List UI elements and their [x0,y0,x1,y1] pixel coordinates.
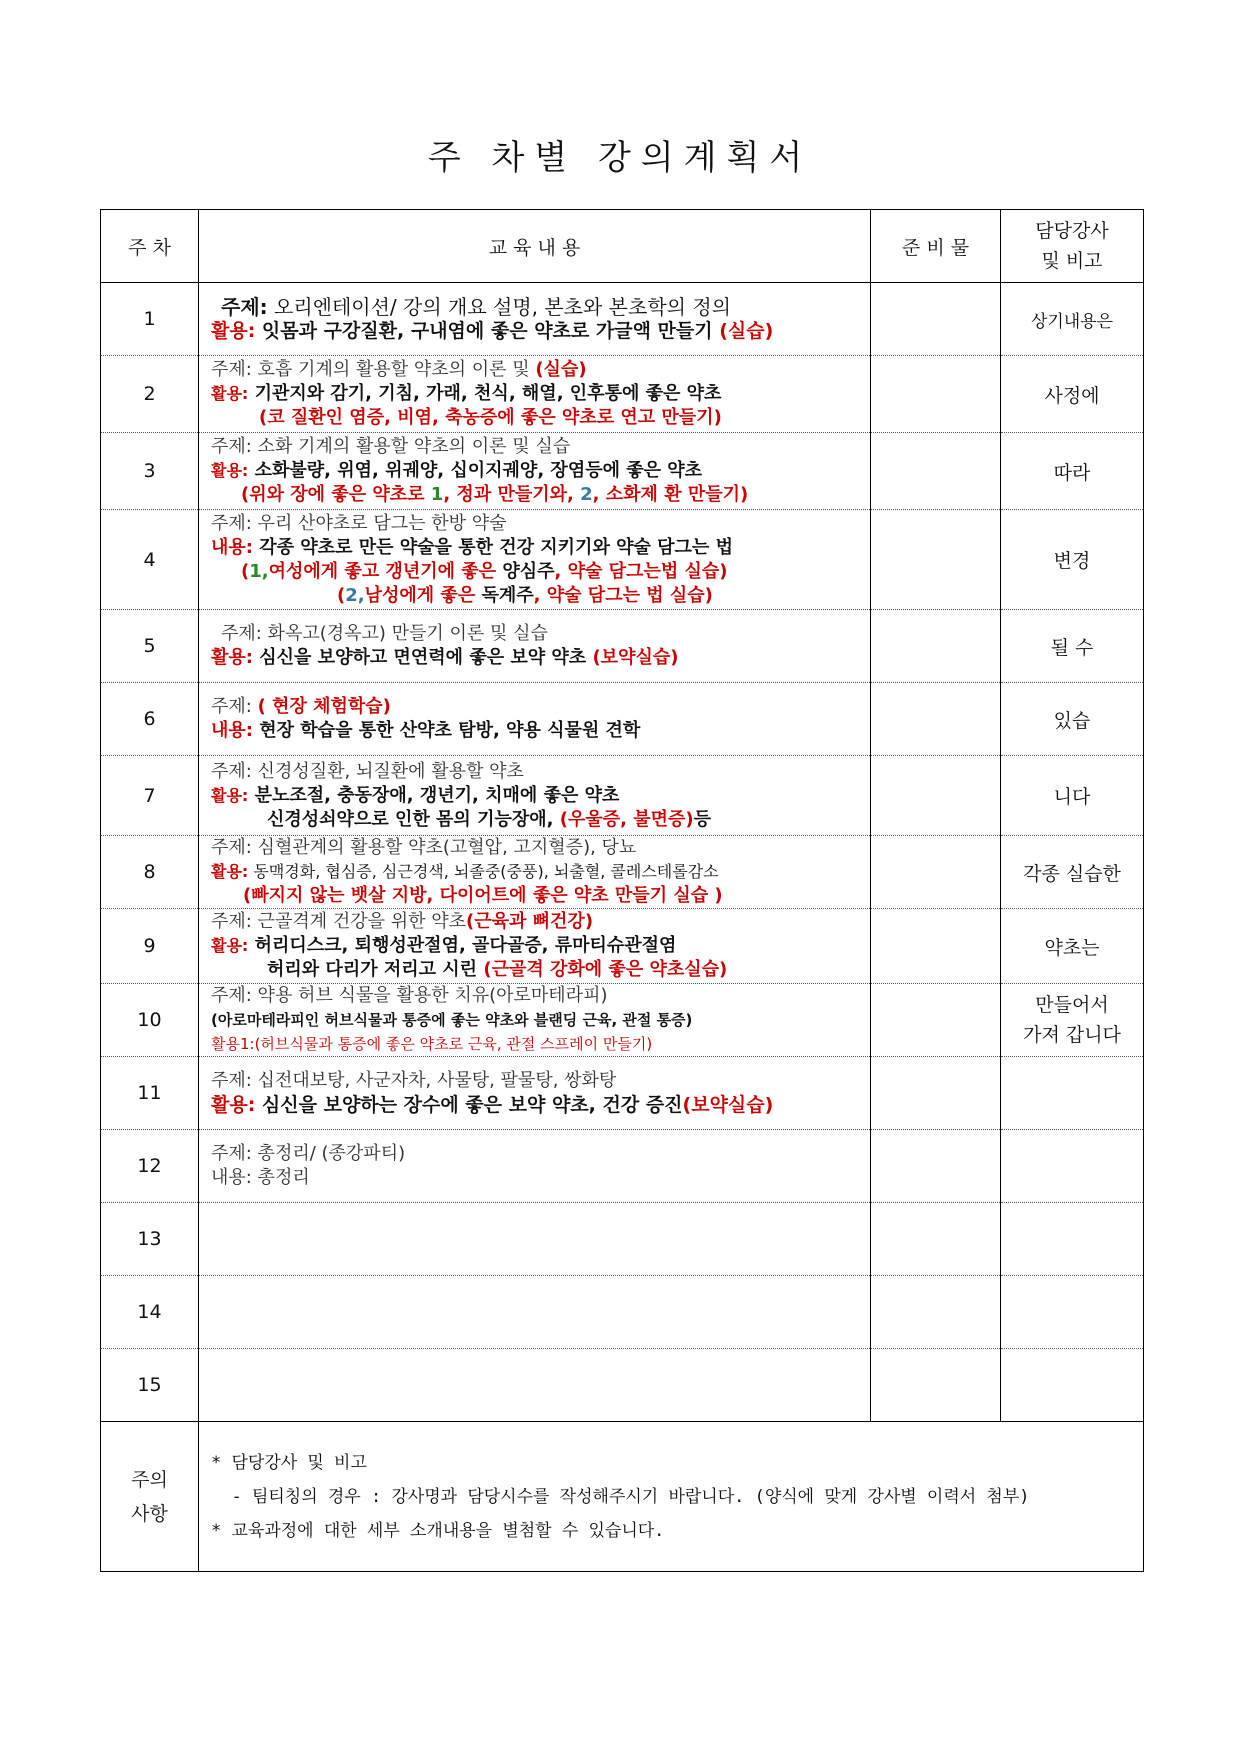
week-content [199,433,871,510]
usage-text: 심신을 보양하고 면연력에 좋은 보약 약초 [252,647,593,668]
topic-text: 오리엔테이션/ 강의 개요 설명, 본초와 본초학의 정의 [267,295,731,319]
materials-cell [871,1130,1001,1203]
activity-number-2: 2 [580,484,593,505]
week-content [199,1203,871,1276]
remark-cell: 있습 [1001,683,1144,756]
practice-tag: (실습) [719,320,774,342]
table-row [101,984,1144,1057]
content-label: 내용: [211,720,253,741]
table-row [101,836,1144,909]
materials-cell [871,1349,1001,1422]
week-number: 12 [101,1130,199,1203]
usage-text: 소화불량, 위염, 위궤양, 십이지궤양, 장염등에 좋은 약초 [248,460,703,481]
notes-label-line2: 사항 [131,1502,168,1525]
week-content [199,1057,871,1130]
topic-text: 주제: 총정리/ (종강파티) [211,1143,406,1164]
table-row [101,433,1144,510]
week-number: 8 [101,836,199,909]
topic-label: 주제: [211,696,258,717]
week-number: 3 [101,433,199,510]
notes-line: * 교육과정에 대한 세부 소개내용을 별첨할 수 있습니다. [211,1520,665,1541]
materials-cell [871,610,1001,683]
usage-label: 활용: [211,384,249,403]
week-number: 5 [101,610,199,683]
week-number: 15 [101,1349,199,1422]
topic-text: 주제: 약용 허브 식물을 활용한 치유(아로마테라피) [211,985,608,1006]
practice-tag: (실습) [535,359,587,380]
condition-tag: (우울증, 불면증) [559,808,694,830]
topic-label: 주제: [221,295,268,319]
topic-text: 주제: 심혈관계의 활용할 약초(고혈압, 고지혈증), 당뇨 [211,837,637,858]
week-content [199,756,871,836]
remark-cell: 상기내용은 [1001,283,1144,356]
week-content [199,683,871,756]
remark-cell: 변경 [1001,510,1144,610]
week-content [199,510,871,610]
remark-cell [1001,984,1144,1057]
remark-cell: 각종 실습한 [1001,836,1144,909]
table-row [101,1203,1144,1276]
remark-cell [1001,1349,1144,1422]
activity-text: 활용1:(허브식물과 통증에 좋은 약초로 근육, 관절 스프레이 만들기) [211,1035,653,1053]
usage-label: 활용: [211,461,249,480]
week-content [199,1276,871,1349]
header-remark-line1: 담당강사 [1035,220,1109,242]
remark-cell: 약초는 [1001,909,1144,984]
activity-text: 남성에게 좋은 [364,584,482,606]
topic-text: 주제: 소화 기계의 활용할 약초의 이론 및 실습 [211,436,571,457]
activity-text: , 정과 만들기와, [443,484,581,505]
table-row [101,683,1144,756]
topic-text: 주제: 화옥고(경옥고) 만들기 이론 및 실습 [221,623,548,644]
content-text: 현장 학습을 통한 산약초 탐방, 약용 식물원 견학 [252,720,641,741]
activity-text: ( [337,584,346,606]
usage-label: 활용: [211,785,249,805]
topic-text: 주제: 근골격계 건강을 위한 약초 [211,911,466,932]
remark-cell: 따라 [1001,433,1144,510]
remark-cell [1001,1276,1144,1349]
header-week: 주 차 [101,210,199,283]
materials-cell [871,984,1001,1057]
remark-line: 만들어서 [1035,994,1109,1016]
practice-tag: (보약실습) [592,647,679,668]
activity-text: , 소화제 환 만들기) [592,484,749,505]
notes-line: * 담당강사 및 비고 [211,1452,367,1473]
activity-text: , 약술 담그는 법 실습) [533,584,713,606]
remark-cell [1001,1203,1144,1276]
practice-tag: (근골격 강화에 좋은 약초실습) [483,959,728,980]
usage-text: 잇몸과 구강질환, 구내염에 좋은 약초로 가글액 만들기 [255,320,720,342]
activity-text: 여성에게 좋고 갱년기에 좋은 [268,560,503,582]
header-materials: 준 비 물 [871,210,1001,283]
week-content [199,1130,871,1203]
week-number: 11 [101,1057,199,1130]
topic-text: 주제: 호흡 기계의 활용할 약초의 이론 및 [211,359,536,380]
table-row [101,510,1144,610]
week-content [199,909,871,984]
week-content [199,610,871,683]
materials-cell [871,510,1001,610]
table-row [101,909,1144,984]
table-row [101,1130,1144,1203]
week-content [199,984,871,1057]
topic-tag: (근육과 뼈건강) [466,911,594,932]
materials-cell [871,756,1001,836]
notes-row [101,1422,1144,1572]
materials-cell [871,283,1001,356]
week-number: 6 [101,683,199,756]
table-row [101,283,1144,356]
topic-text: 주제: 십전대보탕, 사군자차, 사물탕, 팔물탕, 쌍화탕 [211,1070,617,1091]
week-number: 7 [101,756,199,836]
week-content [199,356,871,433]
header-remark [1001,210,1144,283]
week-number: 9 [101,909,199,984]
practice-tag: (보약실습) [682,1094,774,1116]
usage-text: 동맥경화, 협심증, 심근경색, 뇌졸중(중풍), 뇌출혈, 콜레스테롤감소 [248,862,719,881]
remark-cell [1001,1130,1144,1203]
table-row [101,1276,1144,1349]
notes-label [101,1422,199,1572]
activity-number-1: 1 [430,484,444,505]
header-content: 교 육 내 용 [199,210,871,283]
content-text: 각종 약초로 만든 약술을 통한 건강 지키기와 약술 담그는 법 [252,536,733,558]
remark-cell: 사정에 [1001,356,1144,433]
usage-text: 분노조절, 충동장애, 갱년기, 치매에 좋은 약초 [248,784,620,806]
materials-cell [871,683,1001,756]
activity-item: 양심주 [502,560,555,582]
page-title: 주 차별 강의계획서 [427,138,813,178]
notes-label-line1: 주의 [131,1468,168,1491]
detail-text: (아로마테라피인 허브식물과 통증에 좋는 약초와 블랜딩 근육, 관절 통증) [211,1011,693,1029]
materials-cell [871,1057,1001,1130]
usage-text: 허리디스크, 퇴행성관절염, 골다골증, 류마티슈관절염 [248,935,677,956]
notes-content [199,1422,1144,1572]
content-label: 내용: [211,536,253,558]
field-trip-tag: ( 현장 체험학습) [257,696,391,717]
week-number: 4 [101,510,199,610]
content-text: 내용: 총정리 [211,1167,310,1188]
table-header-row [101,210,1144,283]
table-row [101,1349,1144,1422]
usage-label: 활용: [211,1094,256,1116]
materials-cell [871,909,1001,984]
week-number: 10 [101,984,199,1057]
activity-number-2: 2, [345,584,365,606]
header-remark-line2: 및 비고 [1041,250,1103,272]
activity-text: , 약술 담그는법 실습) [554,560,728,582]
week-content [199,283,871,356]
materials-cell [871,356,1001,433]
remark-line: 가져 갑니다 [1023,1024,1121,1046]
detail-text: 신경성쇠약으로 인한 몸의 기능장애, [267,808,560,830]
table-row [101,356,1144,433]
usage-text: 기관지와 감기, 기침, 가래, 천식, 해열, 인후통에 좋은 약초 [248,383,722,404]
topic-text: 주제: 우리 산야초로 담그는 한방 약술 [211,512,507,534]
remark-cell: 니다 [1001,756,1144,836]
materials-cell [871,836,1001,909]
materials-cell [871,1276,1001,1349]
notes-line: - 팀티칭의 경우 : 강사명과 담당시수를 작성해주시기 바랍니다. (양식에 맞게 강사별 이력서 첨부) [211,1486,1030,1507]
lecture-plan-table [100,209,1144,1572]
usage-label: 활용: [211,320,256,342]
table-row [101,610,1144,683]
table-row [101,756,1144,836]
activity-text: ( [241,560,250,582]
activity-number-1: 1, [249,560,269,582]
usage-label: 활용: [211,936,249,955]
usage-text: 심신을 보양하는 장수에 좋은 보약 약초, 건강 증진 [255,1094,683,1116]
week-content [199,1349,871,1422]
remark-cell: 될 수 [1001,610,1144,683]
week-number: 13 [101,1203,199,1276]
activity-item: 독계주 [481,584,534,606]
detail-text: 허리와 다리가 저리고 시린 [267,959,484,980]
activity-text: (위와 장에 좋은 약초로 [241,484,431,505]
week-content [199,836,871,909]
topic-text: 주제: 신경성질환, 뇌질환에 활용할 약초 [211,760,524,782]
materials-cell [871,1203,1001,1276]
week-number: 2 [101,356,199,433]
usage-label: 활용: [211,862,249,881]
table-row [101,1057,1144,1130]
remark-cell [1001,1057,1144,1130]
activity-text: (코 질환인 염증, 비염, 축농증에 좋은 약초로 연고 만들기) [259,407,722,428]
activity-text: (빠지지 않는 뱃살 지방, 다이어트에 좋은 약초 만들기 실습 ) [243,885,723,906]
week-number: 1 [101,283,199,356]
detail-text: 등 [693,808,712,830]
week-number: 14 [101,1276,199,1349]
materials-cell [871,433,1001,510]
usage-label: 활용: [211,647,253,668]
